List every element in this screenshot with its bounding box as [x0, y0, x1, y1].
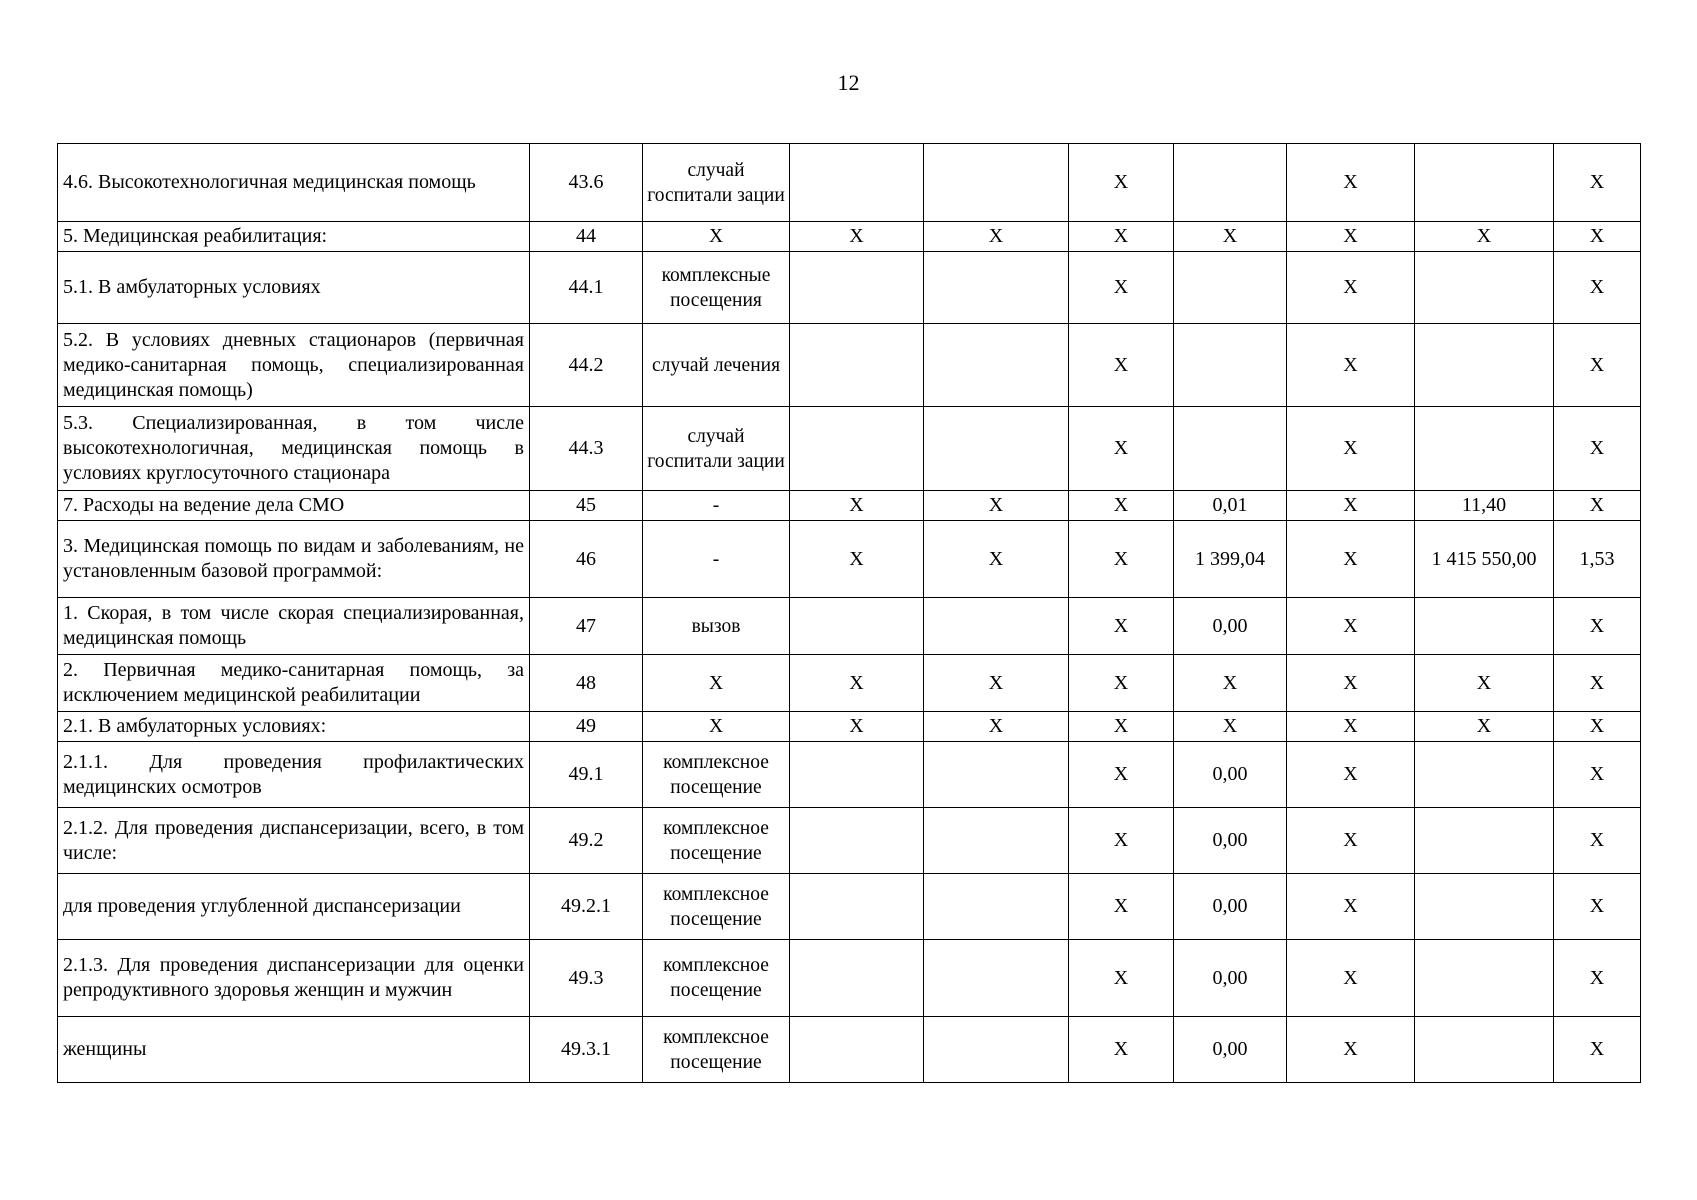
- col10-cell: X: [1554, 742, 1641, 808]
- row-name-cell: 2.1.3. Для проведения диспансеризации для оценки репродуктивного здоровья женщин и мужчин: [58, 940, 530, 1017]
- col9-cell: [1415, 940, 1554, 1017]
- col8-cell: X: [1287, 521, 1415, 598]
- col6-cell: X: [1069, 521, 1174, 598]
- col5-cell: [924, 324, 1069, 407]
- col5-cell: [924, 874, 1069, 940]
- row-name-cell: 5.2. В условиях дневных стационаров (первичная медико-санитарная помощь, специализированная медицинская помощь): [58, 324, 530, 407]
- table-row: [58, 521, 1641, 598]
- col6-cell: X: [1069, 874, 1174, 940]
- table-row: [58, 144, 1641, 222]
- col4-cell: [790, 808, 924, 874]
- col4-cell: [790, 324, 924, 407]
- col6-cell: X: [1069, 491, 1174, 521]
- col6-cell: X: [1069, 808, 1174, 874]
- col4-cell: [790, 940, 924, 1017]
- col5-cell: [924, 742, 1069, 808]
- row-unit-cell: комплексное посещение: [643, 742, 790, 808]
- col6-cell: X: [1069, 655, 1174, 712]
- col8-cell: X: [1287, 940, 1415, 1017]
- row-code-cell: 49.1: [530, 742, 643, 808]
- row-code-cell: 44.3: [530, 407, 643, 491]
- row-name-cell: 1. Скорая, в том числе скорая специализированная, медицинская помощь: [58, 598, 530, 655]
- col7-cell: [1174, 252, 1287, 324]
- col7-cell: [1174, 324, 1287, 407]
- row-unit-cell: комплексное посещение: [643, 940, 790, 1017]
- row-unit-cell: случай госпитали зации: [643, 144, 790, 222]
- col5-cell: [924, 407, 1069, 491]
- row-code-cell: 47: [530, 598, 643, 655]
- col9-cell: [1415, 598, 1554, 655]
- col5-cell: [924, 598, 1069, 655]
- col4-cell: [790, 874, 924, 940]
- col9-cell: [1415, 324, 1554, 407]
- row-code-cell: 45: [530, 491, 643, 521]
- col10-cell: X: [1554, 491, 1641, 521]
- table-row: [58, 598, 1641, 655]
- row-code-cell: 43.6: [530, 144, 643, 222]
- col4-cell: X: [790, 655, 924, 712]
- col4-cell: [790, 742, 924, 808]
- col7-cell: 0,00: [1174, 940, 1287, 1017]
- table-row: [58, 655, 1641, 712]
- col4-cell: X: [790, 521, 924, 598]
- col7-cell: 0,01: [1174, 491, 1287, 521]
- col10-cell: X: [1554, 655, 1641, 712]
- col8-cell: X: [1287, 874, 1415, 940]
- col7-cell: 0,00: [1174, 874, 1287, 940]
- row-code-cell: 49.3.1: [530, 1017, 643, 1083]
- row-code-cell: 49.2: [530, 808, 643, 874]
- col10-cell: X: [1554, 712, 1641, 742]
- col9-cell: [1415, 252, 1554, 324]
- col9-cell: [1415, 874, 1554, 940]
- row-name-cell: 2.1. В амбулаторных условиях:: [58, 712, 530, 742]
- table-row: [58, 712, 1641, 742]
- row-name-cell: 2.1.2. Для проведения диспансеризации, всего, в том числе:: [58, 808, 530, 874]
- row-name-cell: женщины: [58, 1017, 530, 1083]
- col4-cell: [790, 1017, 924, 1083]
- col6-cell: X: [1069, 252, 1174, 324]
- col7-cell: X: [1174, 655, 1287, 712]
- col7-cell: 0,00: [1174, 808, 1287, 874]
- table-row: [58, 491, 1641, 521]
- col5-cell: X: [924, 222, 1069, 252]
- col5-cell: X: [924, 712, 1069, 742]
- col10-cell: X: [1554, 808, 1641, 874]
- row-code-cell: 44.2: [530, 324, 643, 407]
- row-unit-cell: X: [643, 712, 790, 742]
- col9-cell: X: [1415, 222, 1554, 252]
- row-code-cell: 49: [530, 712, 643, 742]
- col5-cell: [924, 252, 1069, 324]
- col9-cell: 1 415 550,00: [1415, 521, 1554, 598]
- col4-cell: X: [790, 712, 924, 742]
- col6-cell: X: [1069, 222, 1174, 252]
- col8-cell: X: [1287, 598, 1415, 655]
- col10-cell: X: [1554, 1017, 1641, 1083]
- col8-cell: X: [1287, 1017, 1415, 1083]
- row-unit-cell: случай госпитали зации: [643, 407, 790, 491]
- row-code-cell: 49.3: [530, 940, 643, 1017]
- row-name-cell: 2. Первичная медико-санитарная помощь, за исключением медицинской реабилитации: [58, 655, 530, 712]
- col5-cell: [924, 144, 1069, 222]
- col4-cell: [790, 407, 924, 491]
- table-row: [58, 808, 1641, 874]
- row-unit-cell: X: [643, 655, 790, 712]
- col9-cell: [1415, 808, 1554, 874]
- row-code-cell: 49.2.1: [530, 874, 643, 940]
- row-code-cell: 44: [530, 222, 643, 252]
- table-row: [58, 222, 1641, 252]
- table-body: [58, 144, 1641, 1083]
- col8-cell: X: [1287, 144, 1415, 222]
- col7-cell: X: [1174, 712, 1287, 742]
- col9-cell: [1415, 407, 1554, 491]
- col8-cell: X: [1287, 742, 1415, 808]
- row-code-cell: 46: [530, 521, 643, 598]
- col7-cell: 1 399,04: [1174, 521, 1287, 598]
- col9-cell: X: [1415, 655, 1554, 712]
- col5-cell: [924, 940, 1069, 1017]
- col6-cell: X: [1069, 407, 1174, 491]
- row-name-cell: 5.1. В амбулаторных условиях: [58, 252, 530, 324]
- row-name-cell: 7. Расходы на ведение дела СМО: [58, 491, 530, 521]
- row-unit-cell: вызов: [643, 598, 790, 655]
- row-name-cell: 2.1.1. Для проведения профилактических медицинских осмотров: [58, 742, 530, 808]
- col7-cell: X: [1174, 222, 1287, 252]
- col5-cell: X: [924, 491, 1069, 521]
- col7-cell: 0,00: [1174, 742, 1287, 808]
- col10-cell: X: [1554, 324, 1641, 407]
- col6-cell: X: [1069, 712, 1174, 742]
- col8-cell: X: [1287, 655, 1415, 712]
- col10-cell: X: [1554, 598, 1641, 655]
- financing-table: [57, 143, 1641, 1083]
- row-code-cell: 48: [530, 655, 643, 712]
- col4-cell: [790, 252, 924, 324]
- col7-cell: 0,00: [1174, 598, 1287, 655]
- row-name-cell: 4.6. Высокотехнологичная медицинская помощь: [58, 144, 530, 222]
- col8-cell: X: [1287, 491, 1415, 521]
- col10-cell: X: [1554, 252, 1641, 324]
- col5-cell: [924, 808, 1069, 874]
- table-row: [58, 940, 1641, 1017]
- row-name-cell: 5. Медицинская реабилитация:: [58, 222, 530, 252]
- table-row: [58, 407, 1641, 491]
- col7-cell: 0,00: [1174, 1017, 1287, 1083]
- col5-cell: X: [924, 655, 1069, 712]
- row-unit-cell: случай лечения: [643, 324, 790, 407]
- row-unit-cell: -: [643, 491, 790, 521]
- table-row: [58, 324, 1641, 407]
- row-unit-cell: X: [643, 222, 790, 252]
- row-code-cell: 44.1: [530, 252, 643, 324]
- col5-cell: [924, 1017, 1069, 1083]
- col10-cell: X: [1554, 874, 1641, 940]
- col4-cell: X: [790, 491, 924, 521]
- row-unit-cell: комплексное посещение: [643, 1017, 790, 1083]
- table-row: [58, 874, 1641, 940]
- col8-cell: X: [1287, 712, 1415, 742]
- page-number: 12: [837, 70, 860, 95]
- col9-cell: X: [1415, 712, 1554, 742]
- col7-cell: [1174, 144, 1287, 222]
- col10-cell: X: [1554, 407, 1641, 491]
- row-name-cell: 5.3. Специализированная, в том числе высокотехнологичная, медицинская помощь в условиях круглосуточного стационара: [58, 407, 530, 491]
- col9-cell: [1415, 1017, 1554, 1083]
- col8-cell: X: [1287, 407, 1415, 491]
- col5-cell: X: [924, 521, 1069, 598]
- col8-cell: X: [1287, 324, 1415, 407]
- col6-cell: X: [1069, 324, 1174, 407]
- col9-cell: [1415, 144, 1554, 222]
- col10-cell: X: [1554, 144, 1641, 222]
- row-unit-cell: -: [643, 521, 790, 598]
- col6-cell: X: [1069, 1017, 1174, 1083]
- col9-cell: [1415, 742, 1554, 808]
- col6-cell: X: [1069, 742, 1174, 808]
- col4-cell: X: [790, 222, 924, 252]
- row-name-cell: для проведения углубленной диспансеризации: [58, 874, 530, 940]
- row-unit-cell: комплексное посещение: [643, 874, 790, 940]
- col4-cell: [790, 144, 924, 222]
- row-unit-cell: комплексное посещение: [643, 808, 790, 874]
- col7-cell: [1174, 407, 1287, 491]
- col8-cell: X: [1287, 222, 1415, 252]
- col4-cell: [790, 598, 924, 655]
- table-row: [58, 742, 1641, 808]
- col6-cell: X: [1069, 940, 1174, 1017]
- row-unit-cell: комплексные посещения: [643, 252, 790, 324]
- col6-cell: X: [1069, 144, 1174, 222]
- table-row: [58, 1017, 1641, 1083]
- row-name-cell: 3. Медицинская помощь по видам и заболеваниям, не установленным базовой программой:: [58, 521, 530, 598]
- table-row: [58, 252, 1641, 324]
- col8-cell: X: [1287, 252, 1415, 324]
- col10-cell: X: [1554, 222, 1641, 252]
- col10-cell: X: [1554, 940, 1641, 1017]
- col10-cell: 1,53: [1554, 521, 1641, 598]
- col9-cell: 11,40: [1415, 491, 1554, 521]
- col6-cell: X: [1069, 598, 1174, 655]
- col8-cell: X: [1287, 808, 1415, 874]
